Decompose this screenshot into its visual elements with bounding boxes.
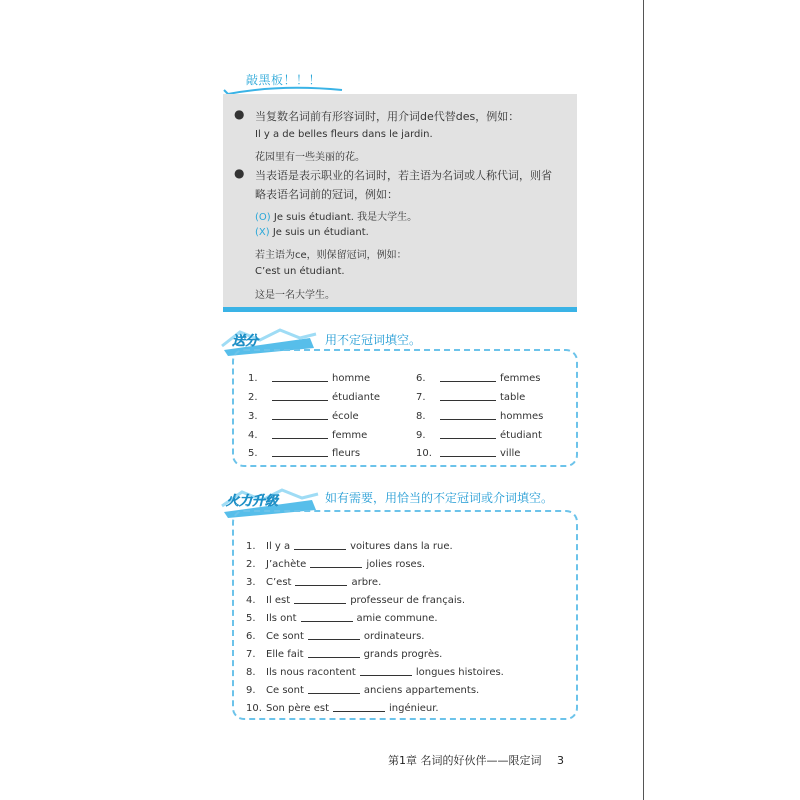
item-number: 7. [246, 649, 256, 660]
item-word: hommes [500, 411, 544, 422]
item-text-after: ingénieur. [389, 703, 439, 714]
tip-line: Je suis étudiant. 我是大学生。 [273, 212, 418, 223]
tip-line: 若主语为ce，则保留冠词，例如： [255, 250, 407, 261]
item-word: école [332, 411, 359, 422]
item-number: 1. [248, 373, 258, 384]
exercise-item [416, 409, 543, 422]
item-word: homme [332, 373, 371, 384]
item-text-after: amie commune. [356, 613, 438, 624]
item-number: 6. [246, 631, 256, 642]
correct-mark: (O) [255, 212, 271, 223]
exercise-item [248, 446, 360, 459]
item-text-after: arbre. [351, 577, 382, 588]
tip-line: C’est un étudiant. [255, 266, 345, 277]
answer-blank[interactable] [360, 665, 412, 676]
item-text-before: Il est [266, 595, 291, 606]
item-text-before: Ce sont [266, 685, 304, 696]
item-number: 9. [246, 685, 256, 696]
item-word: étudiante [332, 392, 381, 403]
item-number: 2. [248, 392, 258, 403]
item-number: 7. [416, 392, 426, 403]
exercise-item [416, 428, 542, 441]
exercise-item [248, 371, 370, 384]
tip-line: 略表语名词前的冠词，例如： [255, 188, 398, 201]
exercise-item [416, 446, 520, 459]
answer-blank[interactable] [440, 371, 496, 382]
answer-blank[interactable] [272, 409, 328, 420]
exercise-item [416, 371, 541, 384]
exercise-item [246, 575, 381, 588]
answer-blank[interactable] [294, 593, 346, 604]
tip-line-wrong [255, 227, 369, 238]
exercise-item [246, 629, 424, 642]
item-number: 6. [416, 373, 426, 384]
answer-blank[interactable] [440, 428, 496, 439]
exercise-item [246, 611, 438, 624]
exercise-item [246, 557, 425, 570]
answer-blank[interactable] [272, 428, 328, 439]
item-number: 10. [416, 448, 432, 459]
exercise-item [248, 390, 380, 403]
exercise-item [246, 647, 442, 660]
item-word: ville [500, 448, 521, 459]
answer-blank[interactable] [294, 539, 346, 550]
item-number: 3. [248, 411, 258, 422]
tip-line: Je suis un étudiant. [272, 227, 369, 238]
answer-blank[interactable] [440, 409, 496, 420]
exercise-item [416, 390, 525, 403]
wrong-mark: (X) [255, 227, 270, 238]
item-number: 3. [246, 577, 256, 588]
tip-line: 这是一名大学生。 [255, 290, 335, 301]
item-text-before: C’est [266, 577, 292, 588]
section1-badge-text: 送分 [232, 334, 259, 349]
item-text-before: Elle fait [266, 649, 304, 660]
answer-blank[interactable] [295, 575, 347, 586]
item-text-before: Ils nous racontent [266, 667, 356, 678]
tip-line: Il y a de belles fleurs dans le jardin. [255, 129, 433, 140]
answer-blank[interactable] [310, 557, 362, 568]
item-text-after: ordinateurs. [363, 631, 425, 642]
item-number: 10. [246, 703, 262, 714]
item-text-before: Ils ont [266, 613, 297, 624]
bullet-icon: ● [234, 166, 245, 180]
item-word: table [500, 392, 526, 403]
exercise-item [246, 683, 479, 696]
answer-blank[interactable] [440, 390, 496, 401]
page-footer [388, 752, 564, 768]
item-word: étudiant [500, 430, 542, 441]
item-number: 4. [246, 595, 256, 606]
item-number: 1. [246, 541, 256, 552]
tip-title: 敲黑板！！！ [246, 73, 322, 87]
exercise-item [248, 409, 359, 422]
exercise-item [248, 428, 367, 441]
item-text-after: grands progrès. [363, 649, 443, 660]
item-number: 2. [246, 559, 256, 570]
answer-blank[interactable] [272, 371, 328, 382]
item-text-after: longues histoires. [415, 667, 504, 678]
section1-title: 用不定冠词填空。 [325, 333, 422, 347]
bullet-icon: ● [234, 107, 245, 121]
exercise-item [246, 593, 465, 606]
item-text-after: anciens appartements. [363, 685, 480, 696]
answer-blank[interactable] [440, 446, 496, 457]
tip-box-bottom-bar [223, 307, 577, 312]
answer-blank[interactable] [301, 611, 353, 622]
item-number: 8. [416, 411, 426, 422]
page-number: 3 [557, 754, 564, 767]
tip-line: 当表语是表示职业的名词时，若主语为名词或人称代词，则省 [255, 169, 552, 182]
answer-blank[interactable] [308, 647, 360, 658]
answer-blank[interactable] [333, 701, 385, 712]
item-text-after: jolies roses. [366, 559, 426, 570]
answer-blank[interactable] [308, 683, 360, 694]
answer-blank[interactable] [272, 446, 328, 457]
item-text-before: Son père est [266, 703, 329, 714]
page-edge-line [643, 0, 644, 800]
item-word: femmes [500, 373, 541, 384]
item-text-after: voitures dans la rue. [350, 541, 453, 552]
answer-blank[interactable] [308, 629, 360, 640]
tip-line: 花园里有一些美丽的花。 [255, 152, 365, 163]
item-text-before: J’achète [266, 559, 307, 570]
exercise-item [246, 539, 453, 552]
item-text-before: Ce sont [266, 631, 304, 642]
item-word: fleurs [332, 448, 361, 459]
item-number: 9. [416, 430, 426, 441]
chapter-title: 第1章 名词的好伙伴——限定词 [388, 754, 542, 767]
item-number: 5. [246, 613, 256, 624]
item-word: femme [332, 430, 368, 441]
section2-title: 如有需要，用恰当的不定冠词或介词填空。 [325, 491, 554, 505]
answer-blank[interactable] [272, 390, 328, 401]
exercise-item [246, 701, 439, 714]
tip-line: 当复数名词前有形容词时，用介词de代替des，例如： [255, 110, 520, 123]
item-number: 5. [248, 448, 258, 459]
exercise-item [246, 665, 504, 678]
tip-line-correct [255, 208, 417, 223]
item-text-before: Il y a [266, 541, 291, 552]
item-number: 8. [246, 667, 256, 678]
item-text-after: professeur de français. [350, 595, 466, 606]
item-number: 4. [248, 430, 258, 441]
section2-badge-text: 火力升级 [226, 494, 279, 509]
